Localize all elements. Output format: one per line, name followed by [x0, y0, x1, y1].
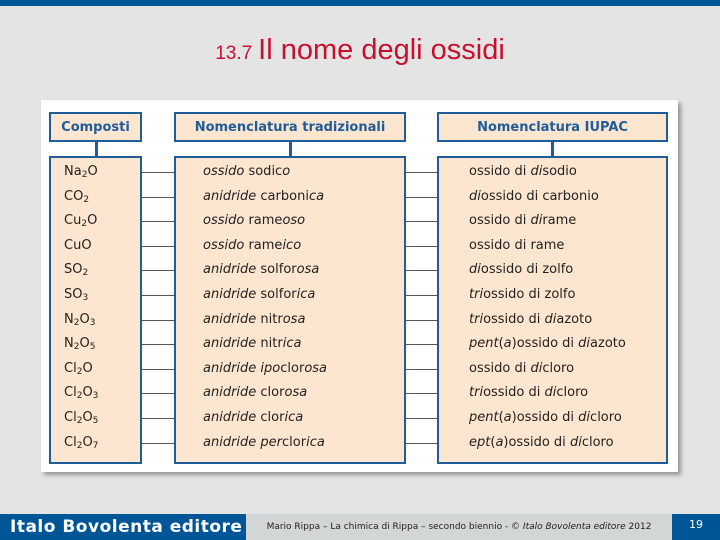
row-connector-line — [142, 172, 174, 173]
traditional-name: ossido rameoso — [203, 213, 306, 229]
connector-iupac — [551, 142, 554, 157]
credit-publisher: Italo Bovolenta editore — [522, 522, 626, 532]
compound-formula: CuO — [64, 237, 92, 253]
row-connector-line — [406, 172, 437, 173]
iupac-name: diossido di zolfo — [469, 262, 574, 278]
traditional-name: anidride solforosa — [203, 262, 320, 278]
row-connector-line — [406, 344, 437, 345]
header-compounds-label: Composti — [61, 119, 130, 135]
iupac-name: ossido di rame — [469, 237, 565, 253]
compound-formula: $N_2O_3$ — [64, 311, 96, 328]
row-connector-line — [142, 418, 174, 419]
credit-year: 2012 — [625, 522, 652, 532]
traditional-name: anidride nitrosa — [203, 311, 306, 327]
slide-title — [0, 30, 720, 74]
row-connector-line — [406, 418, 437, 419]
row-connector-line — [142, 197, 174, 198]
header-iupac — [437, 112, 668, 142]
row-connector-line — [142, 246, 174, 247]
row-connector-line — [142, 369, 174, 370]
iupac-name: diossido di carbonio — [469, 188, 599, 204]
publisher-logo: Italo Bovolenta editore — [0, 514, 246, 540]
traditional-name: anidride carbonica — [203, 188, 325, 204]
credit-line — [246, 514, 672, 540]
page-number: 19 — [672, 514, 720, 540]
credit-prefix: Mario Rippa – La chimica di Rippa – secondo biennio - © — [266, 522, 523, 532]
row-connector-line — [406, 270, 437, 271]
title-text: Il nome degli ossidi — [258, 34, 505, 66]
iupac-name: triossido di zolfo — [469, 287, 576, 302]
row-connector-line — [142, 320, 174, 321]
row-connector-line — [406, 443, 437, 444]
row-connector-line — [142, 443, 174, 444]
iupac-name: ossido di dicloro — [469, 360, 575, 376]
traditional-name: anidride perclorica — [203, 434, 325, 450]
row-connector-line — [406, 369, 437, 370]
row-connector-line — [406, 295, 437, 296]
section-number: 13.7 — [215, 43, 253, 64]
traditional-name: anidride clorica — [203, 410, 304, 425]
row-connector-line — [406, 320, 437, 321]
iupac-name: ossido di disodio — [469, 164, 577, 179]
traditional-name: ossido sodico — [203, 164, 291, 179]
connector-traditional — [289, 142, 292, 157]
iupac-name: pent(a)ossido di dicloro — [469, 410, 622, 425]
row-connector-line — [406, 246, 437, 247]
row-connector-line — [406, 221, 437, 222]
row-connector-line — [142, 344, 174, 345]
compound-formula: $Cl_2O_5$ — [64, 410, 99, 426]
compound-formula: $CO_2$ — [64, 188, 90, 205]
header-iupac-label: Nomenclatura IUPAC — [477, 119, 628, 135]
header-compounds — [49, 112, 142, 142]
row-connector-line — [142, 393, 174, 394]
compound-formula: $Na_2O$ — [64, 164, 98, 180]
row-connector-line — [142, 270, 174, 271]
traditional-name: anidride clorosa — [203, 385, 308, 401]
iupac-name: ossido di dirame — [469, 213, 577, 229]
compound-formula: $SO_3$ — [64, 287, 89, 303]
top-accent-bar — [0, 0, 720, 6]
traditional-name: ossido rameico — [203, 237, 302, 253]
row-connector-line — [406, 197, 437, 198]
traditional-name: anidride nitrica — [203, 336, 302, 352]
nomenclature-figure — [41, 100, 678, 472]
iupac-name: triossido di dicloro — [469, 385, 589, 401]
compound-formula: $Cl_2O_3$ — [64, 385, 99, 402]
compound-formula: $Cl_2O_7$ — [64, 434, 99, 451]
iupac-name: ept(a)ossido di dicloro — [469, 434, 614, 450]
traditional-name: anidride solforica — [203, 287, 316, 302]
row-connector-line — [406, 393, 437, 394]
compound-formula: $N_2O_5$ — [64, 336, 96, 353]
iupac-name: triossido di diazoto — [469, 311, 593, 327]
connector-compounds — [95, 142, 98, 157]
iupac-name: pent(a)ossido di diazoto — [469, 336, 626, 352]
header-traditional — [174, 112, 406, 142]
compound-formula: $Cu_2O$ — [64, 213, 98, 230]
compound-formula: $Cl_2O$ — [64, 360, 93, 377]
footer — [0, 514, 720, 540]
header-traditional-label: Nomenclatura tradizionali — [194, 119, 386, 135]
compound-formula: $SO_2$ — [64, 262, 89, 279]
row-connector-line — [142, 221, 174, 222]
traditional-name: anidride ipoclorosa — [203, 360, 328, 376]
row-connector-line — [142, 295, 174, 296]
